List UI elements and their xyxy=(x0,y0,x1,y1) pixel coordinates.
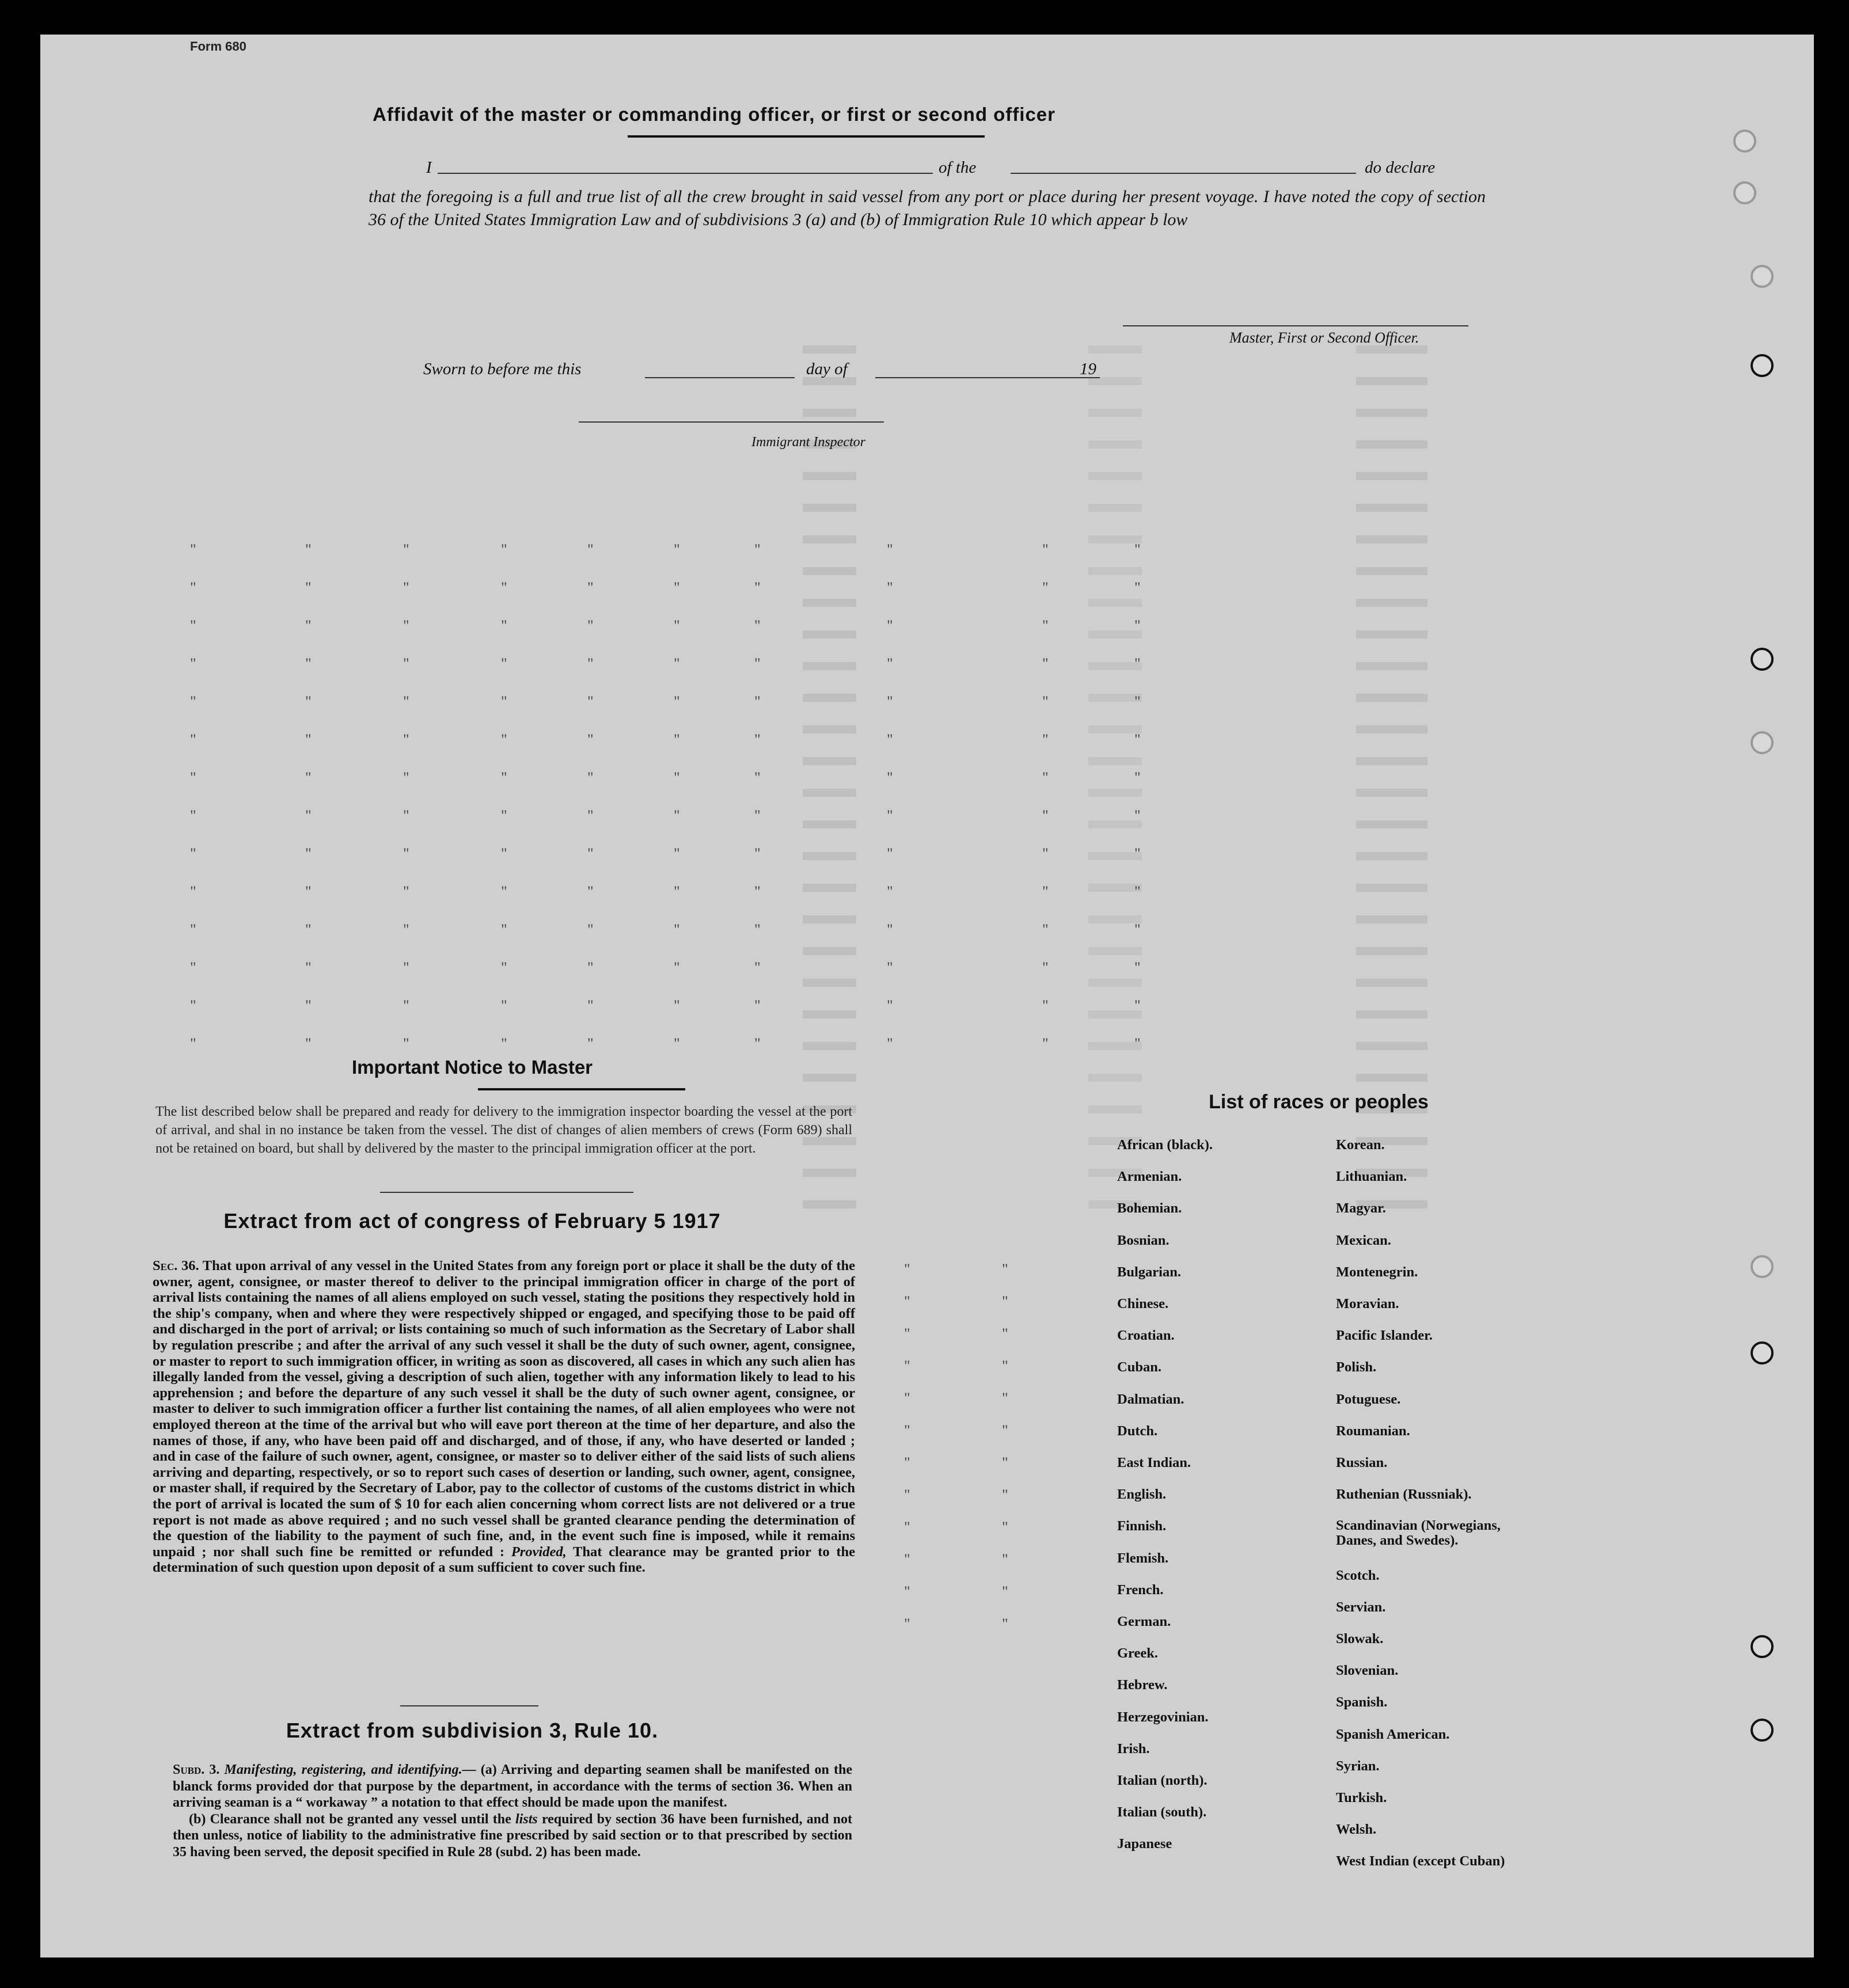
ditto-mark: " xyxy=(674,541,680,558)
ditto-mark: " xyxy=(754,579,761,596)
ditto-mark: " xyxy=(754,769,761,786)
race-item: Dutch. xyxy=(1117,1423,1158,1439)
year-text: 19 xyxy=(1080,360,1096,378)
ditto-mark: " xyxy=(674,617,680,634)
ditto-mark: " xyxy=(1042,617,1049,634)
ditto-mark: " xyxy=(403,1035,409,1052)
ditto-mark: " xyxy=(887,921,893,938)
ditto-mark: " xyxy=(190,693,196,710)
race-item: Cuban. xyxy=(1117,1359,1161,1375)
sworn-text: Sworn to before me this xyxy=(423,360,582,378)
ditto-mark: " xyxy=(305,1035,312,1052)
ditto-mark: " xyxy=(403,579,409,596)
ditto-mark: " xyxy=(501,541,507,558)
race-item: Magyar. xyxy=(1336,1200,1386,1217)
extract-rule-title: Extract from subdivision 3, Rule 10. xyxy=(286,1719,659,1742)
ditto-mark: " xyxy=(587,921,594,938)
ditto-mark: " xyxy=(887,997,893,1014)
ditto-mark: " xyxy=(904,1583,910,1600)
ditto-mark: " xyxy=(587,579,594,596)
ditto-mark: " xyxy=(190,655,196,672)
affidavit-body: that the foregoing is a full and true list of all the crew brought in said vessel from any port or place during her present voyage. I have noted the copy of section 36 of the United States Immigration Law and of subdivisions 3 (a) and (b) of Immigration Rule 10 which appear b low xyxy=(369,187,1486,229)
ditto-mark: " xyxy=(904,1293,910,1310)
bleed-through-row xyxy=(731,409,1624,417)
bleed-through-row xyxy=(731,504,1624,512)
ditto-mark: " xyxy=(305,731,312,748)
ditto-mark: " xyxy=(904,1487,910,1503)
ditto-mark: " xyxy=(1002,1325,1008,1342)
race-item: Korean. xyxy=(1336,1137,1385,1153)
notice-title: Important Notice to Master xyxy=(351,1056,593,1078)
race-item: French. xyxy=(1117,1582,1164,1598)
binder-hole xyxy=(1751,1719,1774,1742)
affidavit-i: I xyxy=(426,158,432,177)
ditto-mark: " xyxy=(754,883,761,900)
ditto-mark: " xyxy=(403,997,409,1014)
ditto-mark: " xyxy=(587,1035,594,1052)
race-item: East Indian. xyxy=(1117,1455,1191,1470)
ditto-mark: " xyxy=(190,541,196,558)
ditto-mark: " xyxy=(674,655,680,672)
race-item: Syrian. xyxy=(1336,1758,1380,1774)
ditto-row xyxy=(40,541,1141,564)
section-36-text xyxy=(153,1258,855,1576)
ditto-mark: " xyxy=(754,997,761,1014)
ditto-mark: " xyxy=(887,883,893,900)
race-item: Montenegrin. xyxy=(1336,1264,1418,1280)
section-36-end: That clearance may be granted prior to the determination of such question upon deposit of a sum sufficient to cover such fine. xyxy=(153,1544,856,1576)
ditto-mark: " xyxy=(587,731,594,748)
ditto-mark: " xyxy=(587,693,594,710)
race-item: African (black). xyxy=(1117,1137,1213,1153)
ditto-mark: " xyxy=(403,883,409,900)
ditto-mark: " xyxy=(1042,883,1049,900)
bleed-through-row xyxy=(731,472,1624,480)
ditto-mark: " xyxy=(1002,1358,1008,1374)
ditto-mark: " xyxy=(674,1035,680,1052)
ditto-mark: " xyxy=(1042,731,1049,748)
race-item: Ruthenian (Russniak). xyxy=(1336,1487,1472,1503)
binder-hole xyxy=(1733,130,1756,153)
race-item: Finnish. xyxy=(1117,1518,1167,1534)
ditto-mark: " xyxy=(887,769,893,786)
ditto-mark: " xyxy=(904,1390,910,1407)
ditto-mark: " xyxy=(887,693,893,710)
notice-text: The list described below shall be prepared and ready for delivery to the immigration inspector boarding the vessel at the port of arrival, and shal in no instance be taken from the vessel. The dist of changes of alien members of crews (Form 689) shall not be retained on board, but shall by delivered by the master to the principal immigration officer at the port. xyxy=(155,1104,852,1156)
ditto-mark: " xyxy=(403,921,409,938)
race-item: Moravian. xyxy=(1336,1296,1399,1312)
ditto-mark: " xyxy=(305,769,312,786)
subd-para-b-rest: required by section 36 have been furnished, and not then unless, notice of liability to the administrative fine prescribed by said section or to that prescribed by section 35 having been served, the deposit specified in Rule 28 (subd. 2) has been made. xyxy=(173,1811,852,1860)
ditto-mark: " xyxy=(501,579,507,596)
race-item: Herzegovinian. xyxy=(1117,1709,1209,1725)
ditto-mark: " xyxy=(190,807,196,824)
ditto-mark: " xyxy=(587,541,594,558)
subd-para-b-lists: lists xyxy=(515,1811,538,1827)
race-item: Slovenian. xyxy=(1336,1663,1399,1679)
ditto-mark: " xyxy=(674,731,680,748)
ditto-mark: " xyxy=(190,579,196,596)
ditto-mark: " xyxy=(587,769,594,786)
ditto-mark: " xyxy=(190,845,196,862)
race-item: English. xyxy=(1117,1487,1167,1503)
ditto-mark: " xyxy=(501,655,507,672)
ditto-mark: " xyxy=(501,959,507,976)
ditto-mark: " xyxy=(1134,883,1141,900)
ditto-mark: " xyxy=(754,655,761,672)
race-item: Slowak. xyxy=(1336,1631,1384,1647)
ditto-mark: " xyxy=(1042,579,1049,596)
ditto-mark: " xyxy=(754,1035,761,1052)
ditto-mark: " xyxy=(501,883,507,900)
ditto-mark: " xyxy=(1134,769,1141,786)
ditto-mark: " xyxy=(904,1454,910,1471)
race-item: Flemish. xyxy=(1117,1550,1169,1566)
race-item: Bulgarian. xyxy=(1117,1264,1181,1280)
signature-label: Master, First or Second Officer. xyxy=(1229,329,1419,346)
provided-word: Provided, xyxy=(511,1544,567,1560)
race-item: Mexican. xyxy=(1336,1232,1391,1248)
ditto-mark: " xyxy=(887,655,893,672)
ditto-mark: " xyxy=(403,541,409,558)
ditto-mark: " xyxy=(305,617,312,634)
ditto-mark: " xyxy=(904,1551,910,1568)
race-item: Irish. xyxy=(1117,1740,1150,1757)
ditto-mark: " xyxy=(887,1035,893,1052)
race-item: Japanese xyxy=(1117,1836,1172,1852)
signature-line[interactable] xyxy=(1123,325,1468,326)
ditto-mark: " xyxy=(1002,1422,1008,1439)
ditto-mark: " xyxy=(887,617,893,634)
document-page xyxy=(40,35,1814,1957)
ditto-mark: " xyxy=(1002,1583,1008,1600)
ditto-row xyxy=(40,617,1141,640)
subd-heading: Manifesting, registering, and identifying.— xyxy=(224,1762,476,1777)
ditto-mark: " xyxy=(1002,1551,1008,1568)
ditto-mark: " xyxy=(1042,769,1049,786)
ditto-mark: " xyxy=(501,1035,507,1052)
binder-hole xyxy=(1733,181,1756,204)
ditto-mark: " xyxy=(904,1519,910,1535)
vessel-blank-line[interactable] xyxy=(1011,173,1356,174)
ditto-row xyxy=(40,731,1141,754)
bleed-through-row xyxy=(731,377,1624,385)
affidavit-title: Affidavit of the master or commanding officer, or first or second officer xyxy=(372,104,1056,125)
ditto-mark: " xyxy=(754,541,761,558)
ditto-mark: " xyxy=(190,731,196,748)
form-number: Form 680 xyxy=(190,39,246,54)
ditto-row xyxy=(40,655,1141,678)
race-item: Servian. xyxy=(1336,1599,1386,1615)
ditto-mark: " xyxy=(305,807,312,824)
ditto-mark: " xyxy=(305,883,312,900)
ditto-mark: " xyxy=(674,921,680,938)
ditto-mark: " xyxy=(1042,693,1049,710)
race-item: German. xyxy=(1117,1614,1171,1629)
notice-rule xyxy=(380,1192,633,1193)
affidavit-title-rule xyxy=(628,135,985,138)
ditto-mark: " xyxy=(305,845,312,862)
race-item: Chinese. xyxy=(1117,1296,1169,1312)
ditto-mark: " xyxy=(305,693,312,710)
ditto-mark: " xyxy=(1134,997,1141,1014)
ditto-mark: " xyxy=(587,997,594,1014)
ditto-mark: " xyxy=(1042,807,1049,824)
ditto-mark: " xyxy=(190,769,196,786)
ditto-mark: " xyxy=(501,769,507,786)
ditto-row xyxy=(40,997,1141,1020)
ditto-mark: " xyxy=(754,617,761,634)
race-item: Roumanian. xyxy=(1336,1423,1410,1439)
ditto-mark: " xyxy=(587,845,594,862)
ditto-mark: " xyxy=(190,883,196,900)
ditto-mark: " xyxy=(674,693,680,710)
ditto-mark: " xyxy=(674,997,680,1014)
race-item: Scotch. xyxy=(1336,1567,1380,1583)
ditto-mark: " xyxy=(1002,1390,1008,1407)
ditto-row xyxy=(40,693,1141,716)
ditto-mark: " xyxy=(904,1325,910,1342)
ditto-mark: " xyxy=(190,959,196,976)
ditto-mark: " xyxy=(1134,845,1141,862)
inspector-label: Immigrant Inspector xyxy=(751,435,865,450)
race-item: Croatian. xyxy=(1117,1328,1175,1344)
name-blank-line[interactable] xyxy=(438,173,933,174)
ditto-row xyxy=(40,921,1141,944)
bleed-through-row xyxy=(731,345,1624,353)
notice-title-rule xyxy=(478,1088,685,1090)
ditto-mark: " xyxy=(1042,541,1049,558)
ditto-mark: " xyxy=(501,845,507,862)
binder-hole xyxy=(1751,265,1774,288)
ditto-mark: " xyxy=(587,617,594,634)
ditto-row xyxy=(40,959,1141,982)
ditto-mark: " xyxy=(1134,921,1141,938)
ditto-mark: " xyxy=(1002,1293,1008,1310)
ditto-mark: " xyxy=(674,845,680,862)
race-item: Turkish. xyxy=(1336,1790,1387,1805)
section-36-label: Sec. 36. xyxy=(153,1258,199,1274)
ditto-mark: " xyxy=(754,921,761,938)
subdivision-3-text xyxy=(173,1762,852,1861)
ditto-mark: " xyxy=(501,731,507,748)
race-item: Lithuanian. xyxy=(1336,1169,1407,1185)
ditto-mark: " xyxy=(587,807,594,824)
ditto-mark: " xyxy=(674,959,680,976)
ditto-mark: " xyxy=(754,693,761,710)
race-item: Dalmatian. xyxy=(1117,1391,1184,1407)
ditto-mark: " xyxy=(190,1035,196,1052)
ditto-mark: " xyxy=(904,1358,910,1374)
sworn-day-line[interactable] xyxy=(645,377,795,378)
ditto-row xyxy=(40,807,1141,830)
ditto-mark: " xyxy=(674,579,680,596)
ditto-mark: " xyxy=(305,959,312,976)
ditto-mark: " xyxy=(904,1422,910,1439)
ditto-mark: " xyxy=(1134,579,1141,596)
ditto-mark: " xyxy=(305,579,312,596)
race-item: Italian (south). xyxy=(1117,1804,1207,1820)
ditto-mark: " xyxy=(190,997,196,1014)
ditto-mark: " xyxy=(403,731,409,748)
ditto-mark: " xyxy=(1134,655,1141,672)
ditto-mark: " xyxy=(887,959,893,976)
ditto-mark: " xyxy=(1134,1035,1141,1052)
race-item: Italian (north). xyxy=(1117,1773,1208,1788)
ditto-row xyxy=(40,845,1141,868)
ditto-mark: " xyxy=(190,921,196,938)
ditto-mark: " xyxy=(501,997,507,1014)
ditto-mark: " xyxy=(1002,1519,1008,1535)
ditto-mark: " xyxy=(887,731,893,748)
subd-label: Subd. 3. xyxy=(173,1762,220,1777)
ditto-mark: " xyxy=(1042,845,1049,862)
ditto-mark: " xyxy=(1002,1487,1008,1503)
section-36-body: That upon arrival of any vessel in the United States from any foreign port or place it shall be the duty of the owner, agent, consignee, or master thereof to deliver to the principal immigration officer in charge of the port of arrival lists containing the names of all aliens employed on such vessel, stating the positions they respectively hold in the ship's company, when and where they were respectively shipped or engaged, and specifying those to be paid off and discharged in the port of arrival; or lists containing so much of such information as the Secretary of Labor shall by regulation prescribe ; and after the arrival of any such vessel it shall be the duty of such owner, agent, consignee, or master to report to such immigration officer, in writing as soon as discovered, all cases in which any such alien has illegally landed from the vessel, giving a description of such alien, together with any information likely to lead to his apprehension ; and before the departure of any such vessel it shall be the duty of such owner agent, consignee, or master to deliver to such immigration officer a further list containing the names, of all alien employees who were not employed thereon at the time of the arrival but who will eave port thereon at the time of her departure, and also the names of those, if any, who have been paid off and discharged, and of those, if any, who have deserted or landed ; and in case of the failure of such owner, agent, consignee, or master so to deliver either of the said lists of such aliens arriving and departing, respectively, or so to report such cases of desertion or landing, such owner, agent, consignee, or master shall, if required by the Secretary of Labor, pay to the collector of customs of the customs district in which the port of arrival is located the sum of $ 10 for each alien concerning whom correct lists are not delivered or a true report is not made as above required ; and no such vessel shall be granted clearance pending the determination of the question of the liability to the payment of such fine, and, in the event such fine is imposed, while it remains unpaid ; nor shall such fine be remitted or refunded : xyxy=(153,1258,855,1560)
ditto-mark: " xyxy=(305,655,312,672)
ditto-mark: " xyxy=(501,807,507,824)
race-item: Potuguese. xyxy=(1336,1391,1401,1407)
day-of-text: day of xyxy=(806,360,848,378)
ditto-mark: " xyxy=(887,541,893,558)
ditto-mark: " xyxy=(754,807,761,824)
ditto-mark: " xyxy=(1002,1616,1008,1632)
race-item: Russian. xyxy=(1336,1455,1388,1470)
ditto-mark: " xyxy=(305,541,312,558)
extract-rule xyxy=(400,1705,538,1706)
ditto-mark: " xyxy=(403,617,409,634)
ditto-mark: " xyxy=(904,1261,910,1278)
ditto-mark: " xyxy=(1134,807,1141,824)
race-item: Spanish American. xyxy=(1336,1726,1450,1742)
ditto-mark: " xyxy=(887,579,893,596)
ditto-mark: " xyxy=(1134,731,1141,748)
binder-hole xyxy=(1751,648,1774,671)
ditto-mark: " xyxy=(887,807,893,824)
ditto-mark: " xyxy=(1134,693,1141,710)
race-item: Bohemian. xyxy=(1117,1200,1182,1217)
ditto-mark: " xyxy=(1042,959,1049,976)
ditto-mark: " xyxy=(1002,1261,1008,1278)
subd-para-a: (a) Arriving and departing seamen shall be manifested on the blanck forms provided dor that purpose by the department, in accordance with the terms of section 36. When an arriving seaman is a “ workaway ” a notation to that effect should be made upon the manifest. xyxy=(173,1762,853,1811)
ditto-row xyxy=(40,883,1141,906)
ditto-mark: " xyxy=(501,617,507,634)
races-title: List of races or peoples xyxy=(1209,1091,1429,1113)
binder-hole xyxy=(1751,1635,1774,1658)
extract-act-title: Extract from act of congress of February 5 1917 xyxy=(223,1209,721,1233)
ditto-mark: " xyxy=(403,769,409,786)
race-item: Scandinavian (Norwegians, Danes, and Swedes). xyxy=(1336,1518,1501,1549)
ditto-mark: " xyxy=(674,883,680,900)
race-item: Greek. xyxy=(1117,1645,1158,1662)
ditto-mark: " xyxy=(403,845,409,862)
ditto-mark: " xyxy=(754,731,761,748)
ditto-mark: " xyxy=(674,807,680,824)
ditto-mark: " xyxy=(904,1616,910,1632)
binder-hole xyxy=(1751,354,1774,377)
binder-hole xyxy=(1751,731,1774,754)
race-item: West Indian (except Cuban) xyxy=(1336,1853,1505,1869)
race-item: Armenian. xyxy=(1117,1169,1182,1185)
sworn-month-line[interactable] xyxy=(875,377,1100,378)
race-item: Spanish. xyxy=(1336,1694,1388,1710)
ditto-mark: " xyxy=(403,807,409,824)
ditto-mark: " xyxy=(190,617,196,634)
ditto-row xyxy=(40,579,1141,602)
inspector-signature-line[interactable] xyxy=(579,421,884,423)
ditto-mark: " xyxy=(1134,617,1141,634)
race-item: Hebrew. xyxy=(1117,1677,1168,1693)
ditto-mark: " xyxy=(1042,997,1049,1014)
race-item: Polish. xyxy=(1336,1359,1377,1375)
ditto-mark: " xyxy=(1134,959,1141,976)
ditto-mark: " xyxy=(403,959,409,976)
ditto-mark: " xyxy=(403,655,409,672)
binder-hole xyxy=(1751,1341,1774,1364)
ditto-mark: " xyxy=(1042,921,1049,938)
subd-para-b-start: (b) Clearance shall not be granted any vessel until the xyxy=(189,1811,511,1827)
race-item: Welsh. xyxy=(1336,1822,1377,1838)
ditto-mark: " xyxy=(305,921,312,938)
ditto-mark: " xyxy=(501,921,507,938)
ditto-mark: " xyxy=(587,959,594,976)
ditto-mark: " xyxy=(587,655,594,672)
binder-hole xyxy=(1751,1255,1774,1278)
affidavit-of-the: of the xyxy=(939,158,977,177)
ditto-mark: " xyxy=(674,769,680,786)
ditto-mark: " xyxy=(1042,655,1049,672)
ditto-row xyxy=(40,1035,1141,1058)
ditto-mark: " xyxy=(587,883,594,900)
ditto-mark: " xyxy=(754,959,761,976)
race-item: Pacific Islander. xyxy=(1336,1328,1433,1344)
ditto-mark: " xyxy=(1042,1035,1049,1052)
affidavit-declare: do declare xyxy=(1365,158,1436,177)
ditto-mark: " xyxy=(501,693,507,710)
ditto-row xyxy=(40,769,1141,792)
ditto-mark: " xyxy=(1134,541,1141,558)
ditto-mark: " xyxy=(305,997,312,1014)
ditto-mark: " xyxy=(754,845,761,862)
ditto-mark: " xyxy=(403,693,409,710)
race-item: Bosnian. xyxy=(1117,1232,1170,1248)
ditto-mark: " xyxy=(887,845,893,862)
ditto-mark: " xyxy=(1002,1454,1008,1471)
